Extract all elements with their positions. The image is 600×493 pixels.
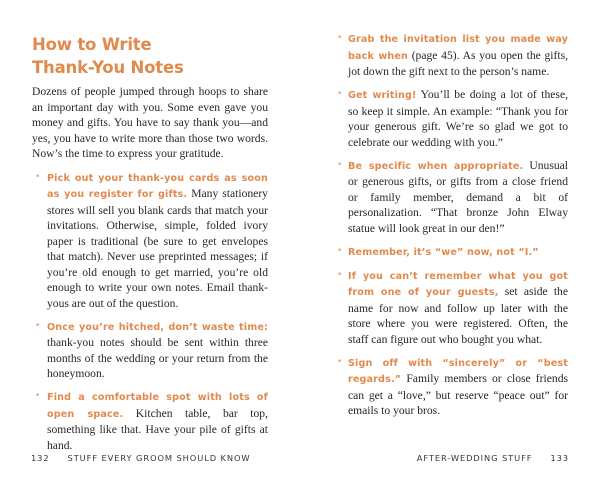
- tip-item: [337, 158, 568, 237]
- tips-list-left: [32, 170, 268, 454]
- tip-item: [337, 268, 568, 348]
- left-text-column: [32, 84, 268, 461]
- title-line-2: Thank-You Notes: [32, 58, 184, 77]
- tip-body: Kitchen table, bar top, something like that. Have your pile of gifts at hand.: [47, 406, 268, 452]
- bullet-icon: •: [337, 269, 343, 280]
- bullet-icon: •: [337, 33, 343, 43]
- bullet-icon: •: [337, 89, 343, 99]
- tip-lead: Pick out your thank-you cards as soon as you register for gifts.: [47, 172, 268, 200]
- tip-body: thank-you notes should be sent within three months of the wedding or your return from the honeymoon.: [47, 336, 268, 380]
- bullet-icon: •: [337, 245, 343, 256]
- tip-item: [32, 389, 268, 453]
- bullet-icon: •: [337, 159, 343, 170]
- tip-item: [337, 31, 568, 80]
- tip-body: Many stationery stores will sell you blank cards that match your invitations. Otherwise, simple, folded ivory paper is traditional (be sure to get envelopes that match). Never use preprinted messages; if you’re old enough to get married, you’re old enough to write your own notes. Email thank-yous are out of the question.: [47, 187, 268, 310]
- tip-item: [337, 87, 568, 150]
- bullet-icon: •: [35, 171, 41, 182]
- tip-body: You’ll be doing a lot of these, so keep it simple. An example: “Thank you for your generous gift. We’re so glad we got to celebrate our wedding with you.”: [348, 88, 568, 149]
- right-text-column: [337, 31, 568, 426]
- tip-item: [32, 170, 268, 312]
- tip-item: [337, 355, 568, 419]
- bullet-icon: •: [35, 320, 41, 331]
- tip-body: Family members or close friends can get a “love,” but reserve “peace out” for emails to your bros.: [348, 372, 568, 417]
- tip-body: Unusual or generous gifts, or gifts from a close friend or family member, demand a bit of personalization. “That bronze John Elway statue will look great in our den!”: [348, 158, 568, 235]
- tip-body: (page 45). As you open the gifts, jot down the gift next to the person’s name.: [348, 48, 568, 78]
- footer-right: [417, 453, 569, 463]
- right-page: [300, 0, 600, 493]
- running-head: AFTER-WEDDING STUFF: [416, 453, 533, 463]
- tip-item: [337, 244, 568, 261]
- running-head: STUFF EVERY GROOM SHOULD KNOW: [67, 453, 251, 463]
- tips-list-right: [337, 31, 568, 419]
- tip-lead: Get writing!: [348, 90, 417, 101]
- tip-lead: Be specific when appropriate.: [348, 160, 524, 172]
- tip-body: set aside the name for now and follow up later with the store where you were registered. Often, the staff can figure out who bought you what.: [348, 285, 568, 346]
- title-line-1: How to Write: [32, 35, 152, 54]
- tip-lead: Find a comfortable spot with lots of open space.: [47, 392, 268, 420]
- tip-lead: Remember, it’s “we” now, not “I.”: [348, 246, 539, 258]
- tip-lead: If you can’t remember what you got from one of your guests,: [348, 270, 568, 298]
- page-number: 133: [550, 453, 569, 463]
- intro-paragraph: Dozens of people jumped through hoops to share an important day with you. Some even gave you money and gifts. You have to say thank you—and yes, you have to write more than those two words. Now’s the time to express your gratitude.: [32, 85, 268, 160]
- page-title: [32, 33, 184, 79]
- page-number: 132: [31, 453, 50, 463]
- footer-left: [31, 453, 251, 463]
- tip-lead: Grab the invitation list you made way back when: [348, 34, 568, 62]
- bullet-icon: •: [337, 356, 343, 367]
- tip-item: [32, 319, 268, 382]
- tip-lead: Once you’re hitched, don’t waste time:: [47, 321, 268, 333]
- tip-lead: Sign off with “sincerely” or “best regards.”: [348, 357, 568, 385]
- bullet-icon: •: [35, 391, 41, 401]
